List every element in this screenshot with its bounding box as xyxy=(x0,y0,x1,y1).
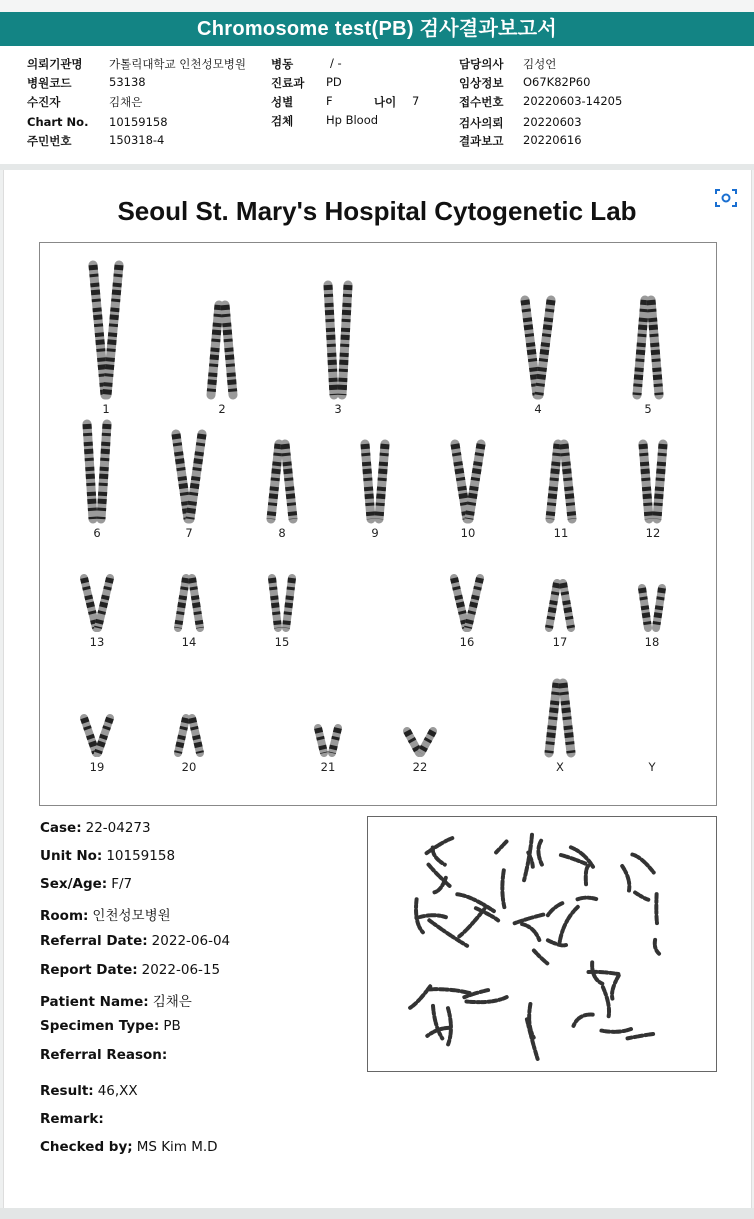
case-field xyxy=(40,933,230,949)
chromosome-label: 8 xyxy=(278,526,286,540)
metaphase-chromosome xyxy=(599,1029,631,1032)
case-field-value: F/7 xyxy=(111,876,133,892)
metaphase-chromosome xyxy=(502,870,504,908)
chromosome-label: 16 xyxy=(459,635,475,649)
metaphase-chromosome xyxy=(534,951,547,964)
lab-title: Seoul St. Mary's Hospital Cytogenetic Lab xyxy=(117,196,637,226)
chromosome-label: 19 xyxy=(89,760,105,774)
case-field-label: Checked by; xyxy=(40,1139,133,1155)
chromosome-label: 13 xyxy=(89,635,105,649)
metaphase-chromosome xyxy=(560,907,578,942)
chromosome-1 xyxy=(93,265,105,395)
metaphase-chromosome xyxy=(522,924,539,940)
chromosome-label: 15 xyxy=(274,635,290,649)
info-value: 10159158 xyxy=(109,115,168,129)
info-label: 담당의사 xyxy=(459,57,504,71)
chromosome-22 xyxy=(407,731,419,753)
chromosome-7 xyxy=(190,434,202,519)
chromosome-12 xyxy=(657,444,663,519)
chromosome-15 xyxy=(272,578,278,628)
metaphase-chromosome xyxy=(603,987,609,1018)
chromosome-label: Y xyxy=(648,760,656,774)
karyotype-image xyxy=(39,242,717,806)
info-label: 진료과 xyxy=(271,76,305,90)
info-label: Chart No. xyxy=(27,115,89,129)
case-field-label: Referral Date: xyxy=(40,933,148,949)
chromosome-11 xyxy=(564,444,572,519)
metaphase-chromosome xyxy=(626,1034,653,1039)
metaphase-chromosome xyxy=(524,835,532,881)
metaphase-chromosome xyxy=(632,855,653,873)
chromosome-22 xyxy=(421,731,433,753)
metaphase-chromosome xyxy=(433,878,446,893)
metaphase-chromosome xyxy=(612,976,619,999)
case-field-label: Patient Name: xyxy=(40,994,149,1010)
info-value: PD xyxy=(326,75,342,89)
case-field xyxy=(40,990,192,1010)
case-field-value: 46,XX xyxy=(97,1083,138,1099)
metaphase-chromosome xyxy=(547,903,562,916)
case-field-value: 2022-06-15 xyxy=(141,962,221,978)
metaphase-chromosome xyxy=(538,841,541,865)
case-field-label: Referral Reason: xyxy=(40,1047,168,1063)
case-field xyxy=(40,962,220,978)
chromosome-label: 1 xyxy=(102,402,110,416)
chromosome-18 xyxy=(642,588,648,628)
chromosome-9 xyxy=(365,444,371,519)
chromosome-13 xyxy=(98,578,110,628)
metaphase-chromosome xyxy=(576,898,596,900)
metaphase-chromosome xyxy=(655,940,661,955)
info-value: 150318-4 xyxy=(109,133,165,147)
chromosome-11 xyxy=(550,444,558,519)
chromosome-10 xyxy=(469,444,481,519)
top-strip xyxy=(0,0,754,12)
chromosome-label: 12 xyxy=(645,526,661,540)
case-field xyxy=(40,1111,108,1127)
case-field xyxy=(40,904,171,924)
metaphase-spread-image xyxy=(367,816,717,1072)
metaphase-chromosome xyxy=(495,842,507,854)
chromosome-19 xyxy=(84,718,96,753)
chromosome-5 xyxy=(637,300,645,395)
case-field-value: 2022-06-04 xyxy=(151,933,231,949)
report-title-bar xyxy=(0,12,754,46)
metaphase-chromosome xyxy=(635,893,649,900)
chromosome-17 xyxy=(563,583,571,628)
metaphase-chromosome xyxy=(425,838,453,854)
case-field-label: Unit No: xyxy=(40,848,103,864)
info-value: 가톨릭대학교 인천성모병원 xyxy=(109,57,246,71)
chromosome-label: 21 xyxy=(320,760,336,774)
chromosome-label: 17 xyxy=(552,635,568,649)
chromosome-13 xyxy=(84,578,96,628)
case-field-value: 김채은 xyxy=(152,994,192,1010)
metaphase-chromosome xyxy=(429,865,451,887)
case-field xyxy=(40,848,175,864)
info-value: 김채은 xyxy=(109,95,143,109)
chromosome-label: 9 xyxy=(371,526,379,540)
case-field-value: 10159158 xyxy=(106,848,176,864)
bottom-strip xyxy=(0,1208,754,1219)
chromosome-19 xyxy=(98,718,110,753)
info-label: 수진자 xyxy=(27,95,61,109)
chromosome-2 xyxy=(225,305,233,395)
case-field-label: Result: xyxy=(40,1083,94,1099)
chromosome-2 xyxy=(211,305,219,395)
info-label: 나이 xyxy=(374,95,397,109)
chromosome-X xyxy=(563,683,571,753)
metaphase-chromosome xyxy=(433,848,445,865)
report-title: Chromosome test(PB) 검사결과보고서 xyxy=(196,18,558,40)
chromosome-label: X xyxy=(556,760,564,774)
info-label: 병원코드 xyxy=(27,76,72,90)
chromosome-1 xyxy=(107,265,119,395)
chromosome-label: 18 xyxy=(644,635,660,649)
chromosome-label: 2 xyxy=(218,402,226,416)
chromosome-label: 4 xyxy=(534,402,542,416)
patient-info-table xyxy=(0,46,754,164)
chromosome-21 xyxy=(318,728,324,753)
chromosome-15 xyxy=(286,578,292,628)
chromosome-5 xyxy=(651,300,659,395)
case-field-label: Room: xyxy=(40,908,89,924)
chromosome-label: 14 xyxy=(181,635,197,649)
chromosome-label: 3 xyxy=(334,402,342,416)
chromosome-9 xyxy=(379,444,385,519)
chromosome-label: 10 xyxy=(460,526,476,540)
chromosome-X xyxy=(549,683,557,753)
case-field xyxy=(40,820,151,836)
metaphase-chromosome xyxy=(586,866,588,887)
info-value: F xyxy=(326,94,333,108)
chromosome-16 xyxy=(454,578,466,628)
case-field-label: Specimen Type: xyxy=(40,1018,160,1034)
chromosome-label: 20 xyxy=(181,760,197,774)
chromosome-3 xyxy=(328,285,334,395)
case-field-label: Sex/Age: xyxy=(40,876,108,892)
chromosome-4 xyxy=(539,300,551,395)
metaphase-chromosome xyxy=(429,989,471,993)
metaphase-chromosome xyxy=(459,909,484,936)
chromosome-10 xyxy=(455,444,467,519)
case-field-label: Report Date: xyxy=(40,962,138,978)
metaphase-chromosome xyxy=(574,1015,593,1026)
metaphase-chromosome xyxy=(622,866,629,891)
info-label: 결과보고 xyxy=(459,134,504,148)
info-value: Hp Blood xyxy=(326,113,379,127)
info-label: 병동 xyxy=(271,57,294,71)
case-field xyxy=(40,1018,181,1034)
info-label: 의뢰기관명 xyxy=(27,57,83,71)
metaphase-chromosome xyxy=(416,915,446,918)
case-field xyxy=(40,1139,218,1155)
chromosome-21 xyxy=(332,728,338,753)
chromosome-20 xyxy=(178,718,186,753)
chromosome-4 xyxy=(525,300,537,395)
info-label: 검체 xyxy=(271,114,294,128)
chromosome-label: 5 xyxy=(644,402,652,416)
case-field-value: MS Kim M.D xyxy=(136,1139,218,1155)
case-field xyxy=(40,1083,138,1099)
chromosome-8 xyxy=(271,444,279,519)
chromosome-18 xyxy=(656,588,662,628)
chromosome-14 xyxy=(178,578,186,628)
metaphase-chromosome xyxy=(465,997,507,1002)
chromosome-14 xyxy=(192,578,200,628)
info-value: O67K82P60 xyxy=(523,75,591,89)
case-field-label: Remark: xyxy=(40,1111,104,1127)
chromosome-3 xyxy=(342,285,348,395)
info-value: 7 xyxy=(412,94,420,108)
chromosome-label: 11 xyxy=(553,526,569,540)
chromosome-6 xyxy=(101,424,107,519)
info-label: 검사의뢰 xyxy=(459,116,504,130)
case-field-label: Case: xyxy=(40,820,82,836)
info-value: 20220603-14205 xyxy=(523,94,623,108)
chromosome-17 xyxy=(549,583,557,628)
chromosome-20 xyxy=(192,718,200,753)
info-label: 주민번호 xyxy=(27,134,72,148)
case-field-value: PB xyxy=(163,1018,181,1034)
chromosome-16 xyxy=(468,578,480,628)
metaphase-chromosome xyxy=(512,915,543,924)
case-field-value: 22-04273 xyxy=(85,820,151,836)
info-label: 임상정보 xyxy=(459,76,504,90)
info-value: 20220603 xyxy=(523,115,582,129)
metaphase-chromosome xyxy=(427,1028,448,1036)
case-field xyxy=(40,876,132,892)
case-field-value: 인천성모병원 xyxy=(92,908,171,924)
info-value: 김성언 xyxy=(523,57,557,71)
chromosome-12 xyxy=(643,444,649,519)
chromosome-label: 22 xyxy=(412,760,428,774)
metaphase-chromosome xyxy=(656,894,657,923)
info-value: 53138 xyxy=(109,75,146,89)
info-label: 성별 xyxy=(271,95,294,109)
info-label: 접수번호 xyxy=(459,95,504,109)
info-value: 20220616 xyxy=(523,133,582,147)
case-field xyxy=(40,1047,171,1063)
chromosome-label: 6 xyxy=(93,526,101,540)
chromosome-7 xyxy=(176,434,188,519)
info-value: / - xyxy=(330,56,342,70)
chromosome-8 xyxy=(285,444,293,519)
chromosome-6 xyxy=(87,424,93,519)
chromosome-label: 7 xyxy=(185,526,193,540)
metaphase-chromosome xyxy=(527,1019,538,1061)
